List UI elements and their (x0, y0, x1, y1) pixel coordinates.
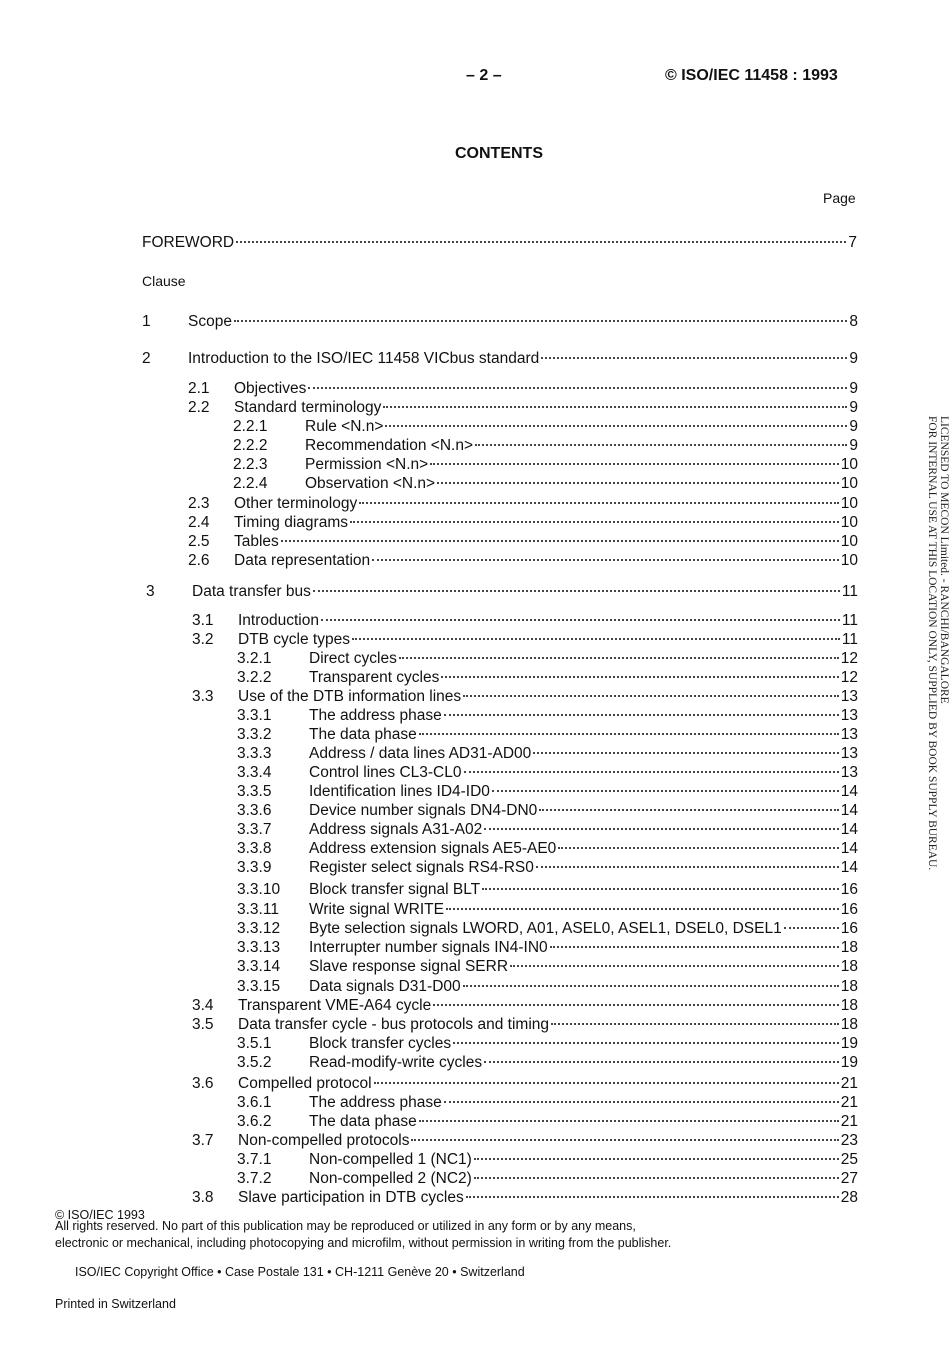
dot-leader (234, 320, 847, 322)
dot-leader (492, 790, 839, 792)
toc-entry (192, 1131, 858, 1150)
toc-entry-title: Objectives (234, 380, 307, 397)
toc-entry-page: 18 (840, 958, 858, 975)
toc-entry (237, 763, 858, 782)
dot-leader (541, 357, 847, 359)
toc-entry-page: 12 (840, 650, 858, 667)
toc-entry-number: 3.2 (192, 631, 214, 648)
toc-entry-number: 3.3.5 (237, 783, 272, 800)
dot-leader (464, 771, 839, 773)
toc-entry-page: 11 (841, 583, 858, 600)
toc-entry-title: The address phase (309, 707, 442, 724)
dot-leader (784, 927, 839, 929)
toc-entry-page: 12 (840, 669, 858, 686)
toc-entry-title: Register select signals RS4-RS0 (309, 859, 534, 876)
toc-entry-title: Address extension signals AE5-AE0 (309, 840, 557, 857)
toc-entry-number: 3.3.1 (237, 707, 272, 724)
toc-entry (188, 398, 858, 417)
toc-entry-number: 2.3 (188, 495, 210, 512)
toc-entry-title: Device number signals DN4-DN0 (309, 802, 538, 819)
toc-entry-title: Identification lines ID4-ID0 (309, 783, 490, 800)
toc-entry (237, 858, 858, 877)
dot-leader (399, 657, 839, 659)
toc-entry (192, 630, 858, 649)
footer-printed: Printed in Switzerland (55, 1297, 176, 1311)
toc-entry-number: 3.3.11 (237, 901, 279, 918)
dot-leader (510, 965, 839, 967)
toc-entry (237, 900, 858, 919)
toc-entry-title: Non-compelled protocols (238, 1132, 410, 1149)
toc-entry-number: 3.7.1 (237, 1151, 272, 1168)
toc-entry-page: 13 (840, 688, 858, 705)
dot-leader (383, 406, 847, 408)
toc-entry-number: 3.5.1 (237, 1035, 272, 1052)
side-note-line1: LICENSED TO MECON Limited. - RANCHI/BANGALORE (938, 416, 950, 704)
toc-entry-page: 13 (840, 726, 858, 743)
toc-entry-title: Write signal WRITE (309, 901, 444, 918)
toc-entry-page: 11 (841, 612, 858, 629)
toc-entry-title: Data signals D31-D00 (309, 978, 461, 995)
toc-entry (233, 474, 858, 493)
toc-entry-title: Introduction to the ISO/IEC 11458 VICbus standard (188, 350, 540, 367)
dot-leader (385, 425, 847, 427)
toc-entry (237, 839, 858, 858)
toc-entry-title: Transparent cycles (309, 669, 440, 686)
toc-entry (142, 312, 858, 331)
toc-entry-number: 3.3.15 (237, 978, 281, 995)
dot-leader (474, 1158, 839, 1160)
toc-entry-page: 10 (840, 495, 858, 512)
toc-entry-number: 2.2.1 (233, 418, 268, 435)
footer-copyright: © ISO/IEC 1993 (55, 1208, 145, 1222)
toc-entry (146, 582, 858, 601)
toc-entry-page: 14 (840, 840, 858, 857)
toc-entry-number: 2.6 (188, 552, 210, 569)
toc-entry (188, 494, 858, 513)
toc-entry-title: Scope (188, 313, 232, 330)
toc-entry (233, 417, 858, 436)
toc-entry-page: 21 (840, 1113, 858, 1130)
foreword-page: 7 (848, 234, 857, 251)
toc-entry-page: 10 (840, 456, 858, 473)
toc-entry-number: 3.3.7 (237, 821, 272, 838)
toc-entry-number: 3.3 (192, 688, 214, 705)
toc-entry-title: Timing diagrams (234, 514, 348, 531)
toc-entry-title: Slave participation in DTB cycles (238, 1189, 464, 1206)
dot-leader (430, 463, 839, 465)
dot-leader (446, 908, 839, 910)
toc-entry-number: 3.4 (192, 997, 214, 1014)
contents-title: CONTENTS (455, 145, 543, 162)
dot-leader (411, 1139, 838, 1141)
dot-leader (419, 733, 839, 735)
dot-leader (466, 1196, 839, 1198)
toc-entry-page: 18 (840, 978, 858, 995)
toc-entry-title: Address signals A31-A02 (309, 821, 483, 838)
toc-entry-number: 2.2.4 (233, 475, 268, 492)
toc-entry (233, 436, 858, 455)
dot-leader (474, 1177, 839, 1179)
toc-entry (237, 725, 858, 744)
toc-entry-title: Standard terminology (234, 399, 382, 416)
toc-entry-page: 10 (840, 475, 858, 492)
toc-entry-page: 10 (840, 552, 858, 569)
dot-leader (313, 590, 840, 592)
toc-entry-title: Slave response signal SERR (309, 958, 509, 975)
toc-entry-number: 2.2 (188, 399, 210, 416)
toc-entry-number: 3.3.2 (237, 726, 272, 743)
toc-entry-page: 9 (849, 399, 858, 416)
toc-entry-title: Data transfer cycle - bus protocols and timing (238, 1016, 549, 1033)
toc-entry (237, 801, 858, 820)
toc-entry-number: 3.7.2 (237, 1170, 272, 1187)
toc-entry-page: 23 (840, 1132, 858, 1149)
dot-leader (550, 946, 839, 948)
toc-entry-number: 3.5.2 (237, 1054, 272, 1071)
toc-entry-page: 16 (840, 901, 858, 918)
dot-leader (475, 444, 847, 446)
toc-entry-page: 9 (849, 380, 858, 397)
toc-entry-title: Direct cycles (309, 650, 397, 667)
toc-entry (237, 744, 858, 763)
toc-entry (237, 1169, 858, 1188)
toc-entry-page: 14 (840, 783, 858, 800)
dot-leader (433, 1004, 838, 1006)
dot-leader (308, 387, 847, 389)
dot-leader (444, 1101, 839, 1103)
toc-entry (192, 996, 858, 1015)
toc-entry-page: 11 (841, 631, 858, 648)
dot-leader (374, 1082, 839, 1084)
toc-entry-number: 3.5 (192, 1016, 214, 1033)
toc-entry-page: 18 (840, 939, 858, 956)
dot-leader (419, 1120, 839, 1122)
toc-entry-number: 2.4 (188, 514, 210, 531)
toc-entry-page: 14 (840, 802, 858, 819)
dot-leader (558, 847, 838, 849)
toc-entry-page: 16 (840, 920, 858, 937)
toc-entry (192, 1015, 858, 1034)
rights-line-1: All rights reserved. No part of this publication may be reproduced or utilized in any form or by any means, (55, 1219, 636, 1233)
toc-entry-page: 8 (849, 313, 858, 330)
toc-entry-page: 25 (840, 1151, 858, 1168)
footer-office: ISO/IEC Copyright Office • Case Postale 131 • CH-1211 Genève 20 • Switzerland (75, 1265, 525, 1279)
toc-entry (237, 649, 858, 668)
toc-entry-page: 19 (840, 1054, 858, 1071)
toc-entry (237, 1112, 858, 1131)
page-column-label: Page (823, 190, 856, 206)
toc-entry (192, 1074, 858, 1093)
toc-entry-page: 27 (840, 1170, 858, 1187)
toc-entry-page: 9 (849, 418, 858, 435)
toc-entry (237, 1093, 858, 1112)
footer-rights (55, 1218, 815, 1252)
toc-entry (237, 1150, 858, 1169)
toc-entry-number: 3.3.3 (237, 745, 272, 762)
toc-entry (237, 977, 858, 996)
toc-entry-number: 3.1 (192, 612, 214, 629)
toc-entry-title: Address / data lines AD31-AD00 (309, 745, 532, 762)
dot-leader (463, 695, 839, 697)
toc-entry-number: 3.8 (192, 1189, 214, 1206)
toc-entry-page: 13 (840, 764, 858, 781)
toc-entry (237, 668, 858, 687)
toc-entry-title: Interrupter number signals IN4-IN0 (309, 939, 548, 956)
dot-leader (321, 619, 840, 621)
toc-entry-number: 2.1 (188, 380, 210, 397)
toc-entry (237, 919, 858, 938)
toc-entry-page: 9 (849, 350, 858, 367)
dot-leader (484, 828, 839, 830)
toc-entry-title: The address phase (309, 1094, 442, 1111)
toc-entry-page: 21 (840, 1075, 858, 1092)
toc-entry-title: DTB cycle types (238, 631, 350, 648)
toc-entry-number: 3 (146, 583, 155, 600)
toc-entry (142, 349, 858, 368)
toc-entry-number: 3.3.13 (237, 939, 281, 956)
toc-entry-number: 3.3.12 (237, 920, 281, 937)
toc-entry (188, 513, 858, 532)
toc-entry-title: Block transfer signal BLT (309, 881, 481, 898)
toc-entry-title: Other terminology (234, 495, 358, 512)
toc-entry-title: Block transfer cycles (309, 1035, 452, 1052)
foreword-title: FOREWORD (142, 234, 235, 251)
toc-entry-title: Data transfer bus (192, 583, 311, 600)
toc-entry (237, 957, 858, 976)
toc-entry-title: Byte selection signals LWORD, A01, ASEL0, ASEL1, DSEL0, DSEL1 (309, 920, 782, 937)
toc-entry (192, 1188, 858, 1207)
toc-entry (192, 687, 858, 706)
toc-entry-page: 16 (840, 881, 858, 898)
toc-entry-page: 18 (840, 1016, 858, 1033)
toc-entry (237, 938, 858, 957)
toc-entry (188, 551, 858, 570)
toc-entry-number: 3.6.1 (237, 1094, 272, 1111)
toc-entry-number: 3.3.10 (237, 881, 281, 898)
dot-leader (437, 482, 839, 484)
toc-entry-number: 3.3.6 (237, 802, 272, 819)
toc-entry-title: Read-modify-write cycles (309, 1054, 483, 1071)
dot-leader (551, 1023, 839, 1025)
toc-entry-page: 18 (840, 997, 858, 1014)
toc-entry-page: 10 (840, 533, 858, 550)
toc-entry (237, 820, 858, 839)
toc-entry-title: Introduction (238, 612, 319, 629)
dot-leader (441, 676, 838, 678)
dot-leader (281, 540, 839, 542)
toc-entry-title: Use of the DTB information lines (238, 688, 462, 705)
toc-entry-title: Rule <N.n> (305, 418, 384, 435)
toc-entry (188, 532, 858, 551)
toc-entry-page: 9 (849, 437, 858, 454)
dot-leader (463, 985, 839, 987)
dot-leader (536, 866, 839, 868)
toc-entry-title: Transparent VME-A64 cycle (238, 997, 432, 1014)
page-number: – 2 – (466, 67, 502, 84)
toc-entry-page: 10 (840, 514, 858, 531)
toc-entry-page: 14 (840, 859, 858, 876)
toc-entry-title: Control lines CL3-CL0 (309, 764, 462, 781)
clause-label: Clause (142, 273, 186, 289)
dot-leader (484, 1061, 839, 1063)
header-copyright: © ISO/IEC 11458 : 1993 (665, 67, 838, 84)
toc-entry-number: 3.3.14 (237, 958, 281, 975)
side-note-line2: FOR INTERNAL USE AT THIS LOCATION ONLY, SUPPLIED BY BOOK SUPPLY BUREAU. (926, 416, 938, 871)
toc-entry-number: 3.3.9 (237, 859, 272, 876)
toc-entry-number: 3.3.8 (237, 840, 272, 857)
toc-entry-title: Tables (234, 533, 279, 550)
dot-leader (482, 888, 839, 890)
dot-leader (444, 714, 839, 716)
rights-line-2: electronic or mechanical, including photocopying and microfilm, without permission in writing from the publisher. (55, 1236, 672, 1250)
toc-entry-number: 3.6.2 (237, 1113, 272, 1130)
toc-entry (237, 880, 858, 899)
toc-entry-number: 3.2.1 (237, 650, 272, 667)
toc-entry (237, 1053, 858, 1072)
toc-entry (237, 782, 858, 801)
toc-entry-title: Data representation (234, 552, 371, 569)
license-side-note (926, 416, 950, 870)
toc-entry-page: 13 (840, 745, 858, 762)
dot-leader (372, 559, 839, 561)
toc-entry-title: The data phase (309, 726, 417, 743)
toc-entry-number: 3.2.2 (237, 669, 272, 686)
toc-entry-title: Permission <N.n> (305, 456, 429, 473)
toc-entry-title: Non-compelled 2 (NC2) (309, 1170, 472, 1187)
dot-leader (359, 502, 839, 504)
dot-leader (539, 809, 838, 811)
toc-entry-title: Non-compelled 1 (NC1) (309, 1151, 472, 1168)
dot-leader (453, 1042, 839, 1044)
toc-entry (233, 455, 858, 474)
toc-entry-title: The data phase (309, 1113, 417, 1130)
toc-entry (188, 379, 858, 398)
toc-entry-page: 13 (840, 707, 858, 724)
toc-entry-page: 14 (840, 821, 858, 838)
dot-leader (350, 521, 839, 523)
toc-entry-title: Observation <N.n> (305, 475, 436, 492)
dot-leader (533, 752, 838, 754)
toc-entry-title: Recommendation <N.n> (305, 437, 474, 454)
toc-entry-number: 2.5 (188, 533, 210, 550)
toc-entry-number: 3.3.4 (237, 764, 272, 781)
toc-entry (192, 611, 858, 630)
toc-entry-page: 28 (840, 1189, 858, 1206)
toc-entry (237, 706, 858, 725)
toc-entry (237, 1034, 858, 1053)
toc-entry-number: 3.7 (192, 1132, 214, 1149)
toc-entry-number: 3.6 (192, 1075, 214, 1092)
toc-entry-title: Compelled protocol (238, 1075, 372, 1092)
toc-entry-number: 2 (142, 350, 151, 367)
toc-entry-page: 19 (840, 1035, 858, 1052)
toc-entry-number: 2.2.2 (233, 437, 268, 454)
dot-leader (352, 638, 840, 640)
toc-entry-number: 2.2.3 (233, 456, 268, 473)
toc-entry-page: 21 (840, 1094, 858, 1111)
toc-entry-number: 1 (142, 313, 151, 330)
